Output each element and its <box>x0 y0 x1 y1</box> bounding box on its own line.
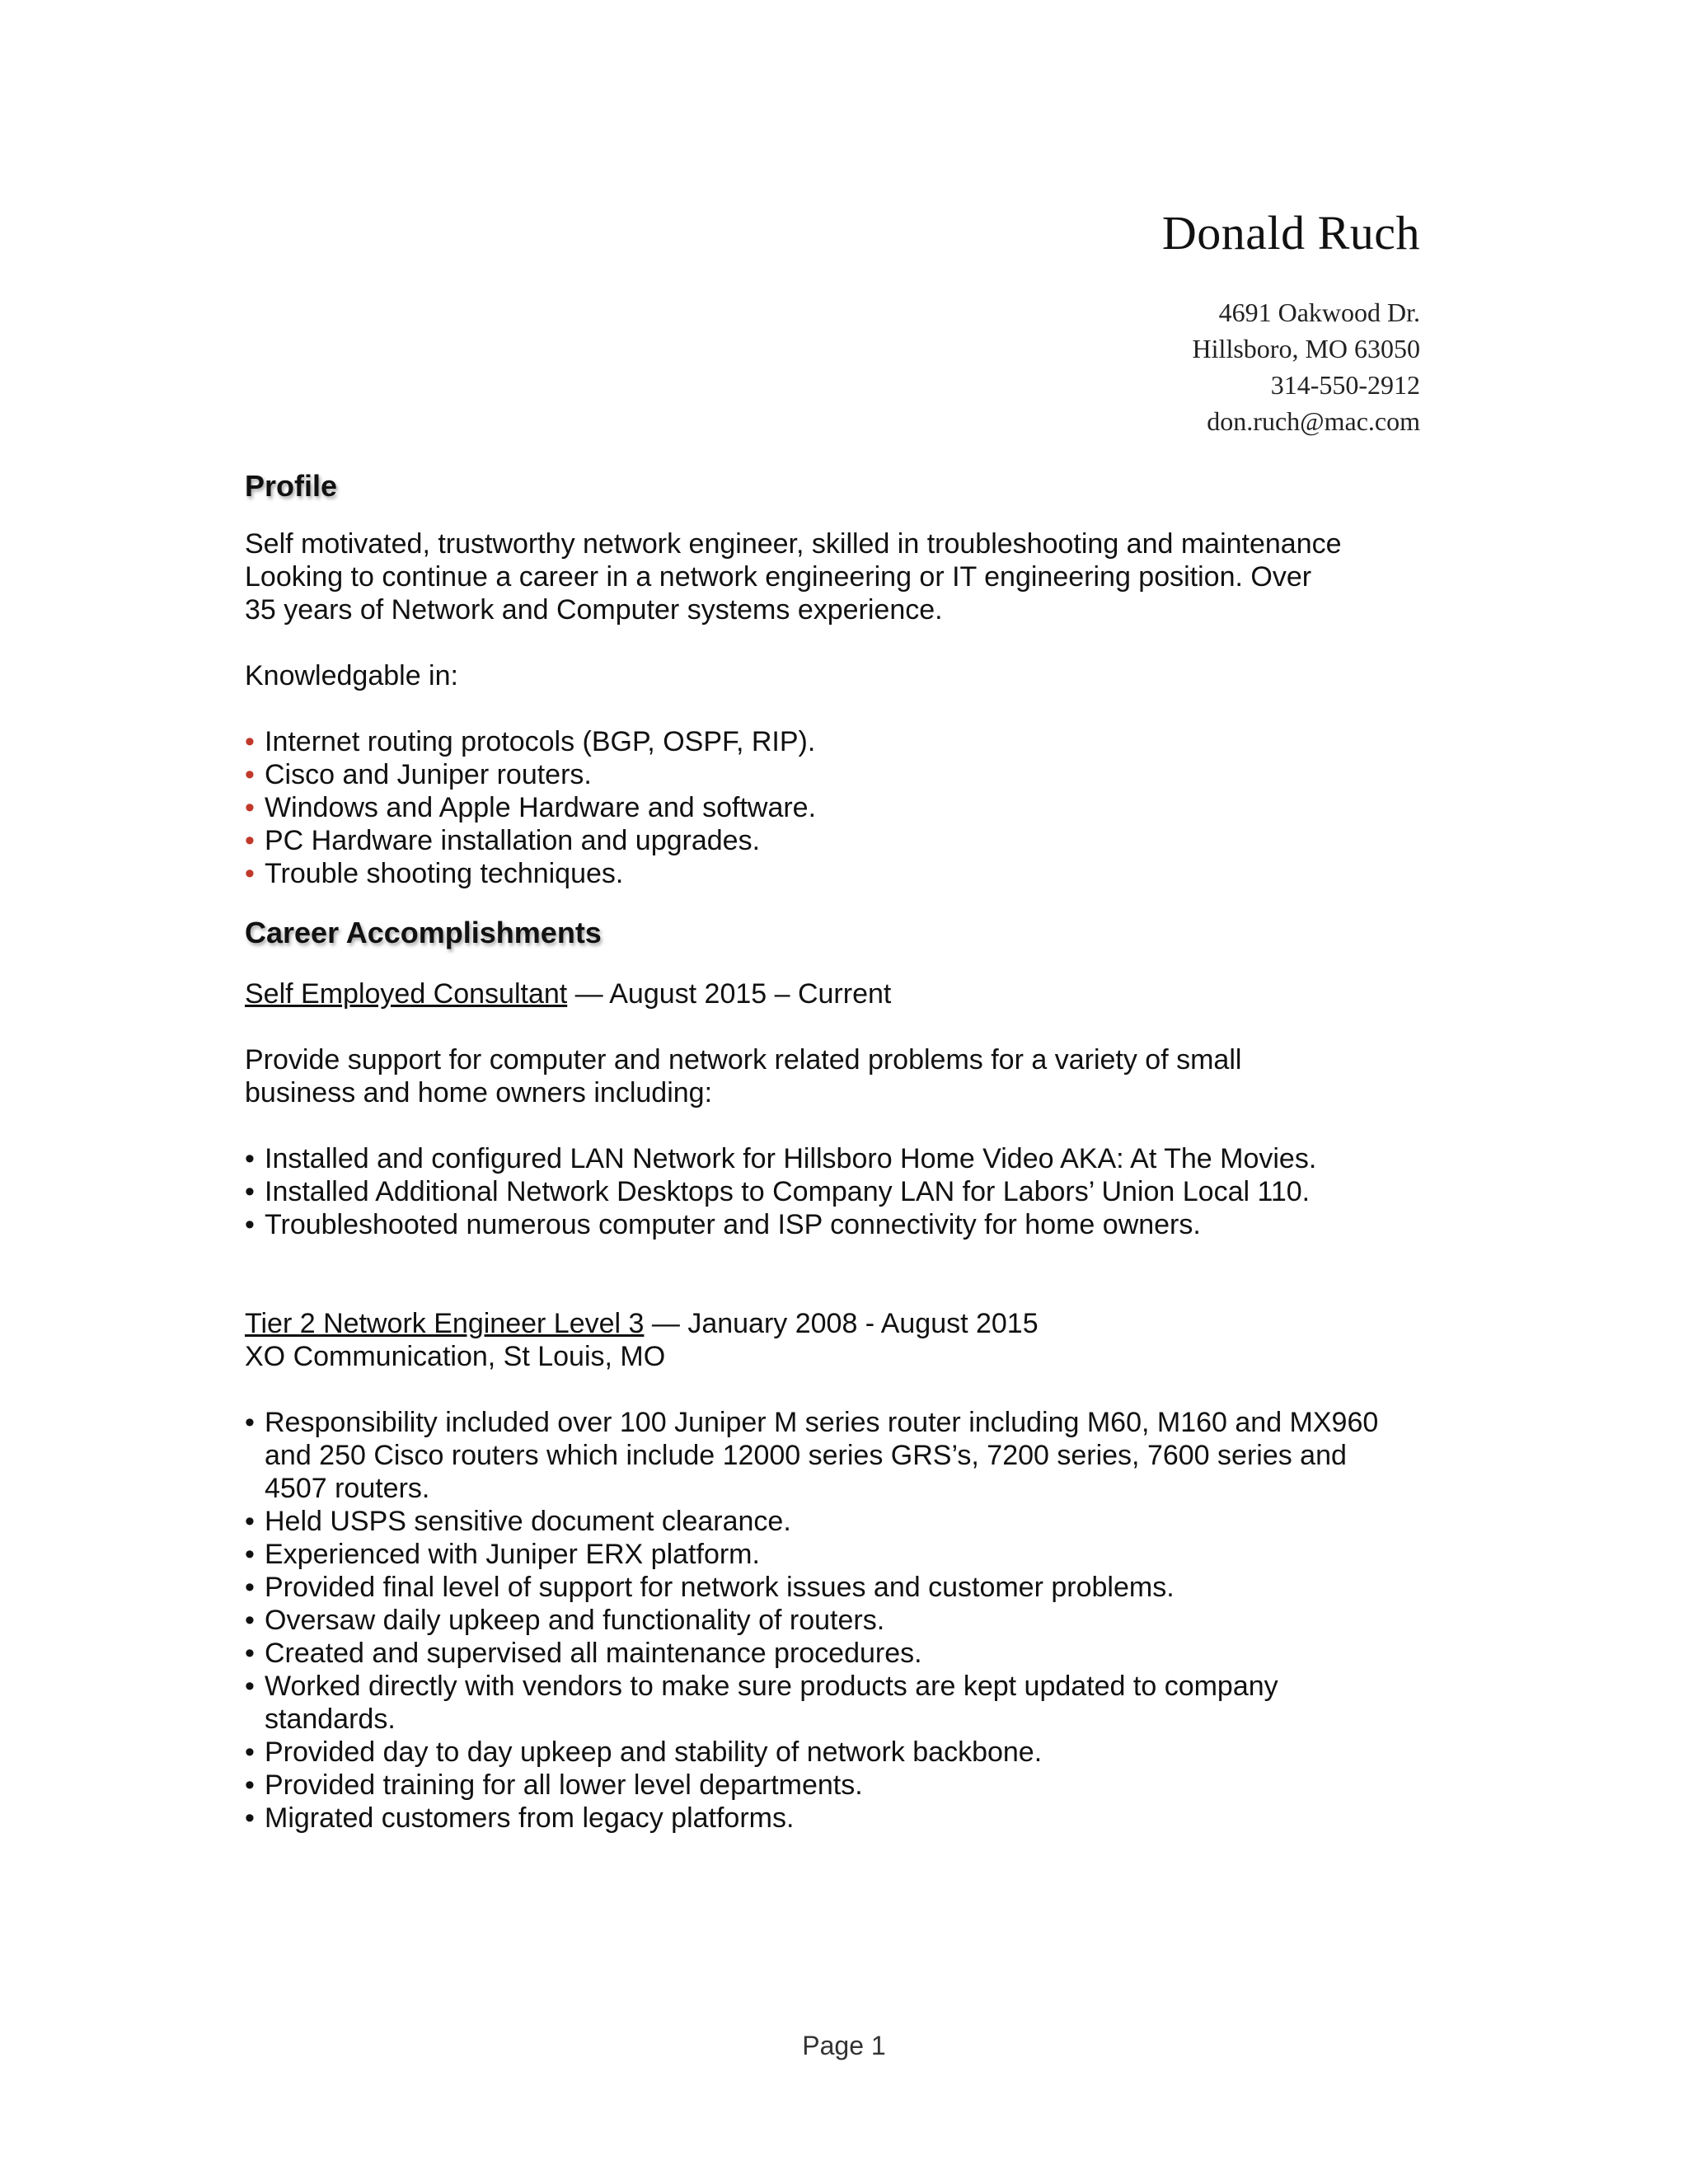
bullet-icon: • <box>245 1638 255 1669</box>
bullet-icon: • <box>245 1802 255 1834</box>
job-2-dates: — January 2008 - August 2015 <box>644 1308 1039 1339</box>
bullet-icon: • <box>245 1143 255 1174</box>
email-address: don.ruch@mac.com <box>1207 406 1420 436</box>
phone-number: 314-550-2912 <box>1270 370 1420 400</box>
bullet-icon: • <box>245 1539 255 1570</box>
skills-list <box>245 725 1448 890</box>
bullet-icon: • <box>245 1176 255 1207</box>
job-2-company: XO Communication, St Louis, MO <box>245 1341 666 1372</box>
profile-summary <box>245 527 1448 626</box>
address-line-2: Hillsboro, MO 63050 <box>1192 334 1420 363</box>
job-2-title: Tier 2 Network Engineer Level 3 <box>245 1308 645 1339</box>
knowledgeable-label: Knowledgable in: <box>245 660 458 691</box>
list-item: • Installed and configured LAN Network for Hillsboro Home Video AKA: At The Movies. <box>245 1143 1317 1174</box>
profile-heading: Profile <box>245 469 338 503</box>
list-item: • Troubleshooted numerous computer and ISP connectivity for home owners. <box>245 1209 1201 1240</box>
job-1-header <box>245 977 1448 1010</box>
resume-body <box>245 468 1448 1835</box>
list-item: • Held USPS sensitive document clearance. <box>245 1506 791 1537</box>
bullet-icon: • <box>245 759 255 790</box>
list-item: • Migrated customers from legacy platforms. <box>245 1802 795 1834</box>
list-item: • Cisco and Juniper routers. <box>245 759 592 790</box>
list-item: • Provided day to day upkeep and stability of network backbone. <box>245 1736 1043 1768</box>
list-item: • Internet routing protocols (BGP, OSPF, RIP). <box>245 726 816 757</box>
job-2-header <box>245 1307 1448 1373</box>
bullet-icon: • <box>245 1209 255 1240</box>
list-item: • Oversaw daily upkeep and functionality of routers. <box>245 1605 885 1636</box>
bullet-icon: • <box>245 858 255 889</box>
summary-line: Looking to continue a career in a network engineering or IT engineering position. Over <box>245 561 1312 593</box>
job-1-title: Self Employed Consultant <box>245 978 568 1010</box>
bullet-icon: • <box>245 792 255 823</box>
bullet-icon: • <box>245 726 255 757</box>
job-1-bullets <box>245 1142 1448 1241</box>
list-item: • Installed Additional Network Desktops to Company LAN for Labors’ Union Local 110. <box>245 1176 1311 1207</box>
list-item: • Responsibility included over 100 Juniper M series router including M60, M160 and MX960 and 250 Cisco routers which include 12000 series GRS’s, 7200 series, 7600 series and 4507 routers. <box>245 1407 1379 1504</box>
list-item: • Experienced with Juniper ERX platform. <box>245 1539 760 1570</box>
job-1-dates: — August 2015 – Current <box>567 978 892 1010</box>
list-item: • Worked directly with vendors to make sure products are kept updated to company standards. <box>245 1671 1278 1735</box>
page-number: Page 1 <box>802 2031 886 2060</box>
bullet-icon: • <box>245 1407 255 1438</box>
candidate-name: Donald Ruch <box>1161 206 1420 260</box>
summary-line: Self motivated, trustworthy network engineer, skilled in troubleshooting and maintenance <box>245 528 1342 560</box>
list-item: • Provided training for all lower level departments. <box>245 1769 863 1801</box>
career-heading: Career Accomplishments <box>245 916 602 949</box>
bullet-icon: • <box>245 1671 255 1702</box>
job-1-description: Provide support for computer and network related problems for a variety of small business and home owners including: <box>245 1044 1242 1108</box>
list-item: • Provided final level of support for network issues and customer problems. <box>245 1572 1175 1603</box>
address-line-1: 4691 Oakwood Dr. <box>1218 298 1420 327</box>
bullet-icon: • <box>245 825 255 856</box>
bullet-icon: • <box>245 1769 255 1801</box>
list-item: • Created and supervised all maintenance procedures. <box>245 1638 922 1669</box>
list-item: • PC Hardware installation and upgrades. <box>245 825 761 856</box>
bullet-icon: • <box>245 1736 255 1768</box>
list-item: • Windows and Apple Hardware and software. <box>245 792 817 823</box>
bullet-icon: • <box>245 1506 255 1537</box>
contact-block <box>678 294 1420 439</box>
bullet-icon: • <box>245 1572 255 1603</box>
bullet-icon: • <box>245 1605 255 1636</box>
list-item: • Trouble shooting techniques. <box>245 858 624 889</box>
job-2-bullets <box>245 1406 1415 1835</box>
summary-line: 35 years of Network and Computer systems experience. <box>245 594 943 626</box>
